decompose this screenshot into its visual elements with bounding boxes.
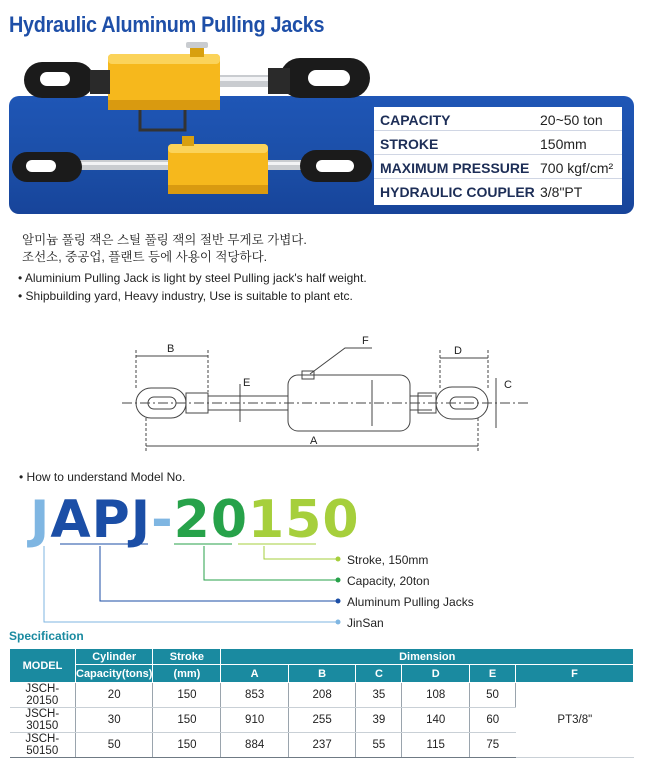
description-en-line: • Shipbuilding yard, Heavy industry, Use is suitable to plant etc. bbox=[18, 289, 353, 303]
legend-type: Aluminum Pulling Jacks bbox=[347, 595, 474, 609]
spec-row-coupler bbox=[374, 181, 622, 203]
model-part-capacity: 20 bbox=[173, 490, 249, 550]
model-part-stroke: 150 bbox=[248, 490, 360, 550]
spec-box bbox=[374, 107, 622, 205]
header-dimension: Dimension bbox=[221, 649, 634, 665]
header-stroke-unit: (mm) bbox=[153, 665, 221, 683]
legend-maker: JinSan bbox=[347, 616, 384, 630]
spec-label: HYDRAULIC COUPLER bbox=[380, 184, 535, 200]
cell-capacity: 20 bbox=[76, 683, 153, 708]
cell-f: PT3/8" bbox=[516, 683, 634, 758]
header-capacity: Capacity(tons) bbox=[76, 665, 153, 683]
cell-a: 853 bbox=[221, 683, 288, 708]
dim-label-c: C bbox=[504, 379, 512, 391]
cell-b: 255 bbox=[288, 708, 355, 733]
cell-capacity: 30 bbox=[76, 708, 153, 733]
header-dim-c: C bbox=[356, 665, 402, 683]
jack-large bbox=[24, 42, 370, 130]
specification-title: Specification bbox=[9, 629, 84, 643]
spec-row-capacity bbox=[374, 109, 622, 131]
legend-stroke: Stroke, 150mm bbox=[347, 553, 429, 567]
header-dim-b: B bbox=[288, 665, 355, 683]
cell-e: 50 bbox=[469, 683, 515, 708]
description-en-line: • Aluminium Pulling Jack is light by steel Pulling jack's half weight. bbox=[18, 271, 367, 285]
cell-stroke: 150 bbox=[153, 733, 221, 758]
model-legend-lines bbox=[0, 530, 646, 630]
dim-label-b: B bbox=[167, 343, 175, 355]
header-model: MODEL bbox=[10, 649, 76, 683]
cell-d: 140 bbox=[402, 708, 469, 733]
spec-value: 20~50 ton bbox=[540, 112, 603, 128]
cell-stroke: 150 bbox=[153, 683, 221, 708]
spec-label: MAXIMUM PRESSURE bbox=[380, 160, 530, 176]
cell-model: JSCH-20150 bbox=[10, 683, 76, 708]
cell-a: 884 bbox=[221, 733, 288, 758]
description-ko-line: 알미늄 풀링 잭은 스틸 풀링 잭의 절반 무게로 가볍다. bbox=[22, 233, 307, 247]
spec-value: 700 kgf/cm² bbox=[540, 160, 614, 176]
cell-a: 910 bbox=[221, 708, 288, 733]
cell-c: 35 bbox=[356, 683, 402, 708]
spec-value: 150mm bbox=[540, 136, 587, 152]
legend-capacity: Capacity, 20ton bbox=[347, 574, 430, 588]
cell-model: JSCH-50150 bbox=[10, 733, 76, 758]
dim-label-e: E bbox=[243, 377, 251, 389]
dim-label-a: A bbox=[310, 435, 318, 447]
header-stroke: Stroke bbox=[153, 649, 221, 665]
model-part-type: APJ bbox=[50, 490, 152, 550]
cell-b: 208 bbox=[288, 683, 355, 708]
page-title: Hydraulic Aluminum Pulling Jacks bbox=[9, 12, 325, 37]
spec-label: STROKE bbox=[380, 136, 439, 152]
description-ko-line: 조선소, 중공업, 플랜트 등에 사용이 적당하다. bbox=[22, 250, 268, 264]
table-row bbox=[10, 683, 634, 708]
dim-label-d: D bbox=[454, 345, 462, 357]
header-cylinder: Cylinder bbox=[76, 649, 153, 665]
cell-d: 108 bbox=[402, 683, 469, 708]
cell-e: 75 bbox=[469, 733, 515, 758]
specification-table bbox=[9, 648, 634, 758]
header-dim-f: F bbox=[516, 665, 634, 683]
cell-d: 115 bbox=[402, 733, 469, 758]
cell-c: 39 bbox=[356, 708, 402, 733]
header-dim-d: D bbox=[402, 665, 469, 683]
howto-label: • How to understand Model No. bbox=[19, 470, 186, 484]
spec-row-pressure bbox=[374, 157, 622, 179]
dim-label-f: F bbox=[362, 335, 369, 347]
header-dim-a: A bbox=[221, 665, 288, 683]
spec-value: 3/8"PT bbox=[540, 184, 583, 200]
dimension-diagram bbox=[0, 330, 646, 460]
cell-b: 237 bbox=[288, 733, 355, 758]
header-dim-e: E bbox=[469, 665, 515, 683]
model-dash: - bbox=[151, 490, 174, 550]
spec-row-stroke bbox=[374, 133, 622, 155]
model-part-maker: J bbox=[30, 490, 51, 550]
product-image bbox=[0, 40, 380, 220]
cell-stroke: 150 bbox=[153, 708, 221, 733]
cell-model: JSCH-30150 bbox=[10, 708, 76, 733]
cell-e: 60 bbox=[469, 708, 515, 733]
cell-c: 55 bbox=[356, 733, 402, 758]
jack-small bbox=[12, 136, 372, 194]
spec-label: CAPACITY bbox=[380, 112, 451, 128]
cell-capacity: 50 bbox=[76, 733, 153, 758]
